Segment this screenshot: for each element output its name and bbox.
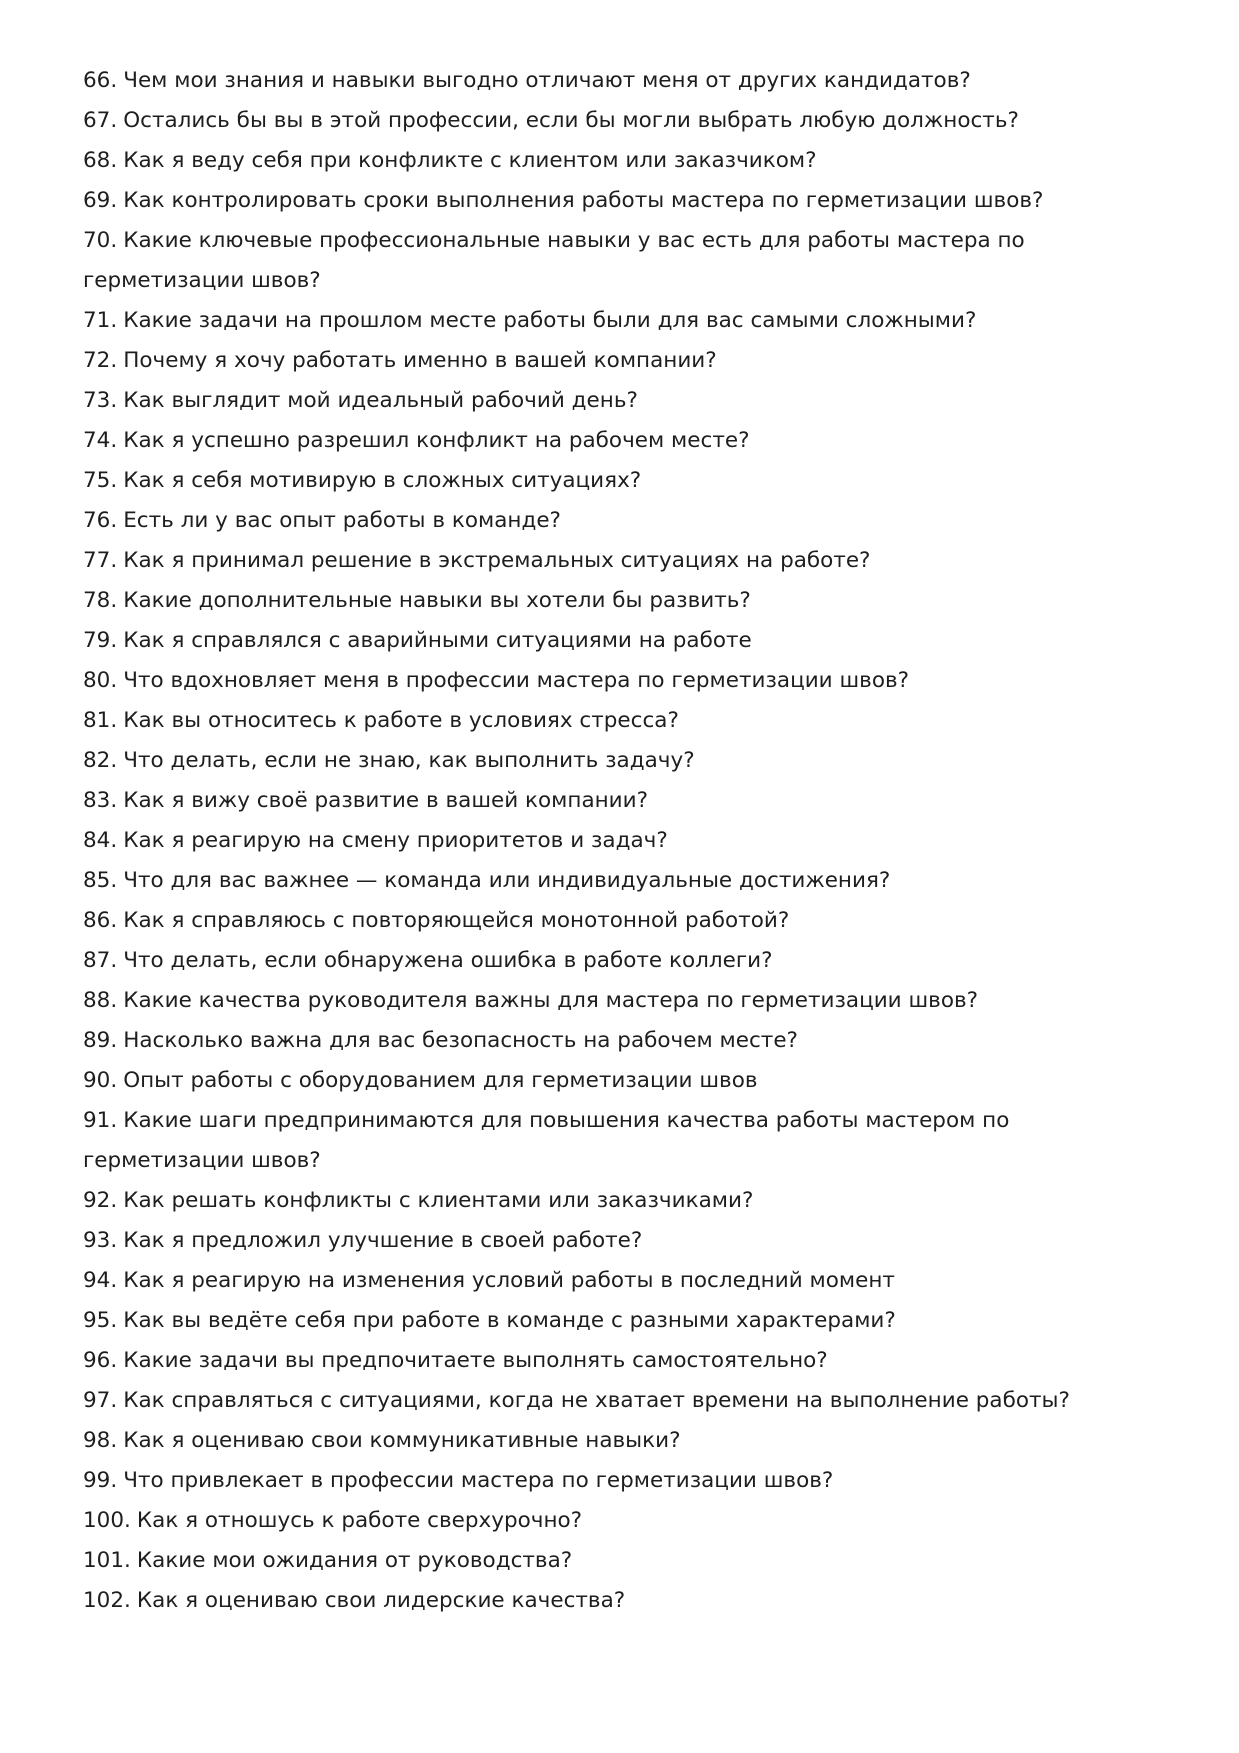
question-text: Как выглядит мой идеальный рабочий день? [123, 388, 638, 413]
question-number: 91. [83, 1108, 118, 1133]
question-text: Как я справляюсь с повторяющейся монотонной работой? [123, 908, 790, 933]
question-item [83, 781, 1083, 821]
question-number: 98. [83, 1428, 118, 1453]
question-item [83, 1541, 1083, 1581]
question-item [83, 381, 1083, 421]
question-item [83, 1381, 1083, 1421]
question-number: 75. [83, 468, 118, 493]
question-text: Как я предложил улучшение в своей работе? [123, 1228, 643, 1253]
question-item [83, 1421, 1083, 1461]
question-item [83, 341, 1083, 381]
question-text: Как я отношусь к работе сверхурочно? [136, 1508, 583, 1533]
question-number: 73. [83, 388, 118, 413]
question-text: Что вдохновляет меня в профессии мастера по герметизации швов? [123, 668, 910, 693]
question-text: Что делать, если обнаружена ошибка в работе коллеги? [123, 948, 773, 973]
question-text: Почему я хочу работать именно в вашей компании? [123, 348, 717, 373]
question-text: Что привлекает в профессии мастера по герметизации швов? [123, 1468, 834, 1493]
question-text: Какие шаги предпринимаются для повышения качества работы мастером по герметизации швов? [83, 1108, 1010, 1173]
question-item [83, 1461, 1083, 1501]
question-text: Какие ключевые профессиональные навыки у вас есть для работы мастера по герметизации швов? [83, 228, 1025, 293]
question-item [83, 701, 1083, 741]
question-item [83, 1221, 1083, 1261]
question-number: 95. [83, 1308, 118, 1333]
question-text: Какие мои ожидания от руководства? [136, 1548, 573, 1573]
question-number: 67. [83, 108, 118, 133]
question-text: Как я оцениваю свои коммуникативные навыки? [123, 1428, 681, 1453]
question-number: 85. [83, 868, 118, 893]
question-item [83, 221, 1083, 301]
question-text: Как контролировать сроки выполнения работы мастера по герметизации швов? [123, 188, 1044, 213]
question-text: Как я реагирую на изменения условий работы в последний момент [123, 1268, 895, 1293]
question-text: Какие дополнительные навыки вы хотели бы развить? [123, 588, 751, 613]
question-number: 72. [83, 348, 118, 373]
question-text: Остались бы вы в этой профессии, если бы могли выбрать любую должность? [123, 108, 1019, 133]
question-text: Какие задачи на прошлом месте работы были для вас самыми сложными? [123, 308, 977, 333]
question-number: 99. [83, 1468, 118, 1493]
question-text: Как справляться с ситуациями, когда не хватает времени на выполнение работы? [123, 1388, 1070, 1413]
question-text: Какие задачи вы предпочитаете выполнять самостоятельно? [123, 1348, 828, 1373]
question-number: 89. [83, 1028, 118, 1053]
question-number: 70. [83, 228, 118, 253]
question-number: 68. [83, 148, 118, 173]
question-item [83, 581, 1083, 621]
question-text: Как я реагирую на смену приоритетов и задач? [123, 828, 668, 853]
question-text: Чем мои знания и навыки выгодно отличают меня от других кандидатов? [123, 68, 971, 93]
question-text: Как я себя мотивирую в сложных ситуациях? [123, 468, 642, 493]
question-number: 78. [83, 588, 118, 613]
question-item [83, 981, 1083, 1021]
question-number: 80. [83, 668, 118, 693]
question-number: 86. [83, 908, 118, 933]
question-text: Какие качества руководителя важны для мастера по герметизации швов? [123, 988, 979, 1013]
question-item [83, 501, 1083, 541]
question-item [83, 821, 1083, 861]
question-text: Как вы ведёте себя при работе в команде с разными характерами? [123, 1308, 896, 1333]
question-item [83, 941, 1083, 981]
question-text: Как я вижу своё развитие в вашей компании? [123, 788, 649, 813]
question-item [83, 901, 1083, 941]
question-item [83, 861, 1083, 901]
question-item [83, 461, 1083, 501]
question-number: 66. [83, 68, 118, 93]
question-number: 102. [83, 1588, 131, 1613]
question-number: 76. [83, 508, 118, 533]
question-number: 71. [83, 308, 118, 333]
question-text: Как вы относитесь к работе в условиях стресса? [123, 708, 679, 733]
question-text: Есть ли у вас опыт работы в команде? [123, 508, 561, 533]
question-text: Что для вас важнее — команда или индивидуальные достижения? [123, 868, 891, 893]
question-number: 94. [83, 1268, 118, 1293]
question-text: Как я принимал решение в экстремальных ситуациях на работе? [123, 548, 871, 573]
question-item [83, 101, 1083, 141]
question-item [83, 421, 1083, 461]
question-item [83, 1341, 1083, 1381]
question-number: 77. [83, 548, 118, 573]
question-item [83, 1181, 1083, 1221]
question-text: Как я веду себя при конфликте с клиентом или заказчиком? [123, 148, 817, 173]
question-number: 83. [83, 788, 118, 813]
question-number: 100. [83, 1508, 131, 1533]
question-text: Как я справлялся с аварийными ситуациями на работе [123, 628, 752, 653]
question-list [83, 61, 1083, 1621]
question-number: 93. [83, 1228, 118, 1253]
question-number: 69. [83, 188, 118, 213]
question-item [83, 1581, 1083, 1621]
question-item [83, 621, 1083, 661]
question-number: 81. [83, 708, 118, 733]
question-item [83, 1101, 1083, 1181]
question-number: 88. [83, 988, 118, 1013]
question-item [83, 1301, 1083, 1341]
question-text: Как я успешно разрешил конфликт на рабочем месте? [123, 428, 750, 453]
question-item [83, 181, 1083, 221]
question-number: 87. [83, 948, 118, 973]
question-text: Что делать, если не знаю, как выполнить задачу? [123, 748, 695, 773]
question-number: 101. [83, 1548, 131, 1573]
question-item [83, 301, 1083, 341]
question-item [83, 141, 1083, 181]
question-number: 96. [83, 1348, 118, 1373]
question-number: 92. [83, 1188, 118, 1213]
question-text: Насколько важна для вас безопасность на рабочем месте? [123, 1028, 798, 1053]
question-item [83, 661, 1083, 701]
question-number: 90. [83, 1068, 118, 1093]
question-item [83, 1021, 1083, 1061]
question-item [83, 1501, 1083, 1541]
question-item [83, 741, 1083, 781]
question-number: 97. [83, 1388, 118, 1413]
question-item [83, 1261, 1083, 1301]
question-item [83, 541, 1083, 581]
question-number: 74. [83, 428, 118, 453]
question-text: Как я оцениваю свои лидерские качества? [136, 1588, 626, 1613]
question-item [83, 61, 1083, 101]
question-number: 84. [83, 828, 118, 853]
question-number: 79. [83, 628, 118, 653]
question-text: Опыт работы с оборудованием для герметизации швов [123, 1068, 758, 1093]
question-number: 82. [83, 748, 118, 773]
question-text: Как решать конфликты с клиентами или заказчиками? [123, 1188, 754, 1213]
question-item [83, 1061, 1083, 1101]
